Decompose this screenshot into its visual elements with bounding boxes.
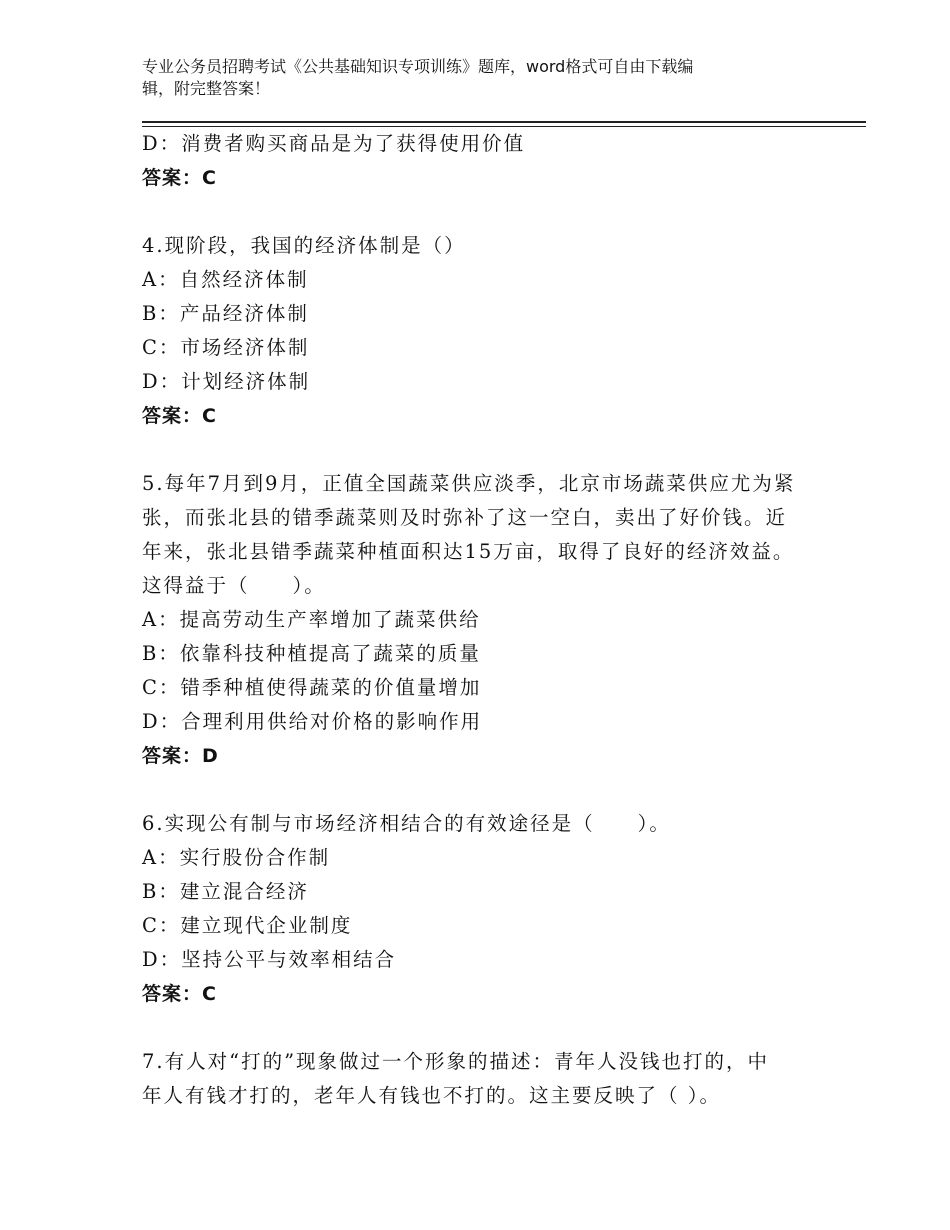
- option-c: C：建立现代企业制度: [142, 914, 353, 937]
- option-d: D：合理利用供给对价格的影响作用: [142, 710, 483, 733]
- question-7: [142, 1045, 822, 1113]
- question-stem: 6.实现公有制与市场经济相结合的有效途径是（ ）。: [142, 812, 671, 835]
- question-5: [142, 467, 822, 773]
- option-b: B：建立混合经济: [142, 880, 309, 903]
- option-a: A：提高劳动生产率增加了蔬菜供给: [142, 608, 481, 631]
- question-stem-line: 年人有钱才打的，老年人有钱也不打的。这主要反映了（ ）。: [142, 1084, 721, 1107]
- question-stem-line: 这得益于（ ）。: [142, 574, 326, 597]
- option-a: A：自然经济体制: [142, 268, 309, 291]
- question-stem-line: 7.有人对“打的”现象做过一个形象的描述：青年人没钱也打的，中: [142, 1050, 770, 1073]
- option-c: C：市场经济体制: [142, 336, 310, 359]
- question-6: [142, 807, 822, 1011]
- question-4: [142, 229, 822, 433]
- spacer: [142, 773, 822, 807]
- question-stem-line: 张，而张北县的错季蔬菜则及时弥补了这一空白，卖出了好价钱。近: [142, 506, 788, 529]
- option-b: B：产品经济体制: [142, 302, 309, 325]
- answer-label: 答案：C: [142, 983, 217, 1005]
- option-a: A：实行股份合作制: [142, 846, 331, 869]
- answer-label: 答案：D: [142, 745, 219, 767]
- page-header: [142, 56, 792, 100]
- question-list: [142, 127, 822, 1113]
- spacer: [142, 195, 822, 229]
- header-line-2: 辑，附完整答案！: [142, 79, 271, 98]
- option-b: B：依靠科技种植提高了蔬菜的质量: [142, 642, 481, 665]
- option-d: D：计划经济体制: [142, 370, 311, 393]
- answer-label: 答案：C: [142, 405, 217, 427]
- question-stem: 4.现阶段，我国的经济体制是（）: [142, 234, 466, 257]
- spacer: [142, 433, 822, 467]
- question-stem-line: 年来，张北县错季蔬菜种植面积达15万亩，取得了良好的经济效益。: [142, 540, 795, 563]
- header-rule-thick: [142, 121, 866, 123]
- header-line-1: 专业公务员招聘考试《公共基础知识专项训练》题库，word格式可自由下载编: [142, 57, 694, 76]
- option-c: C：错季种植使得蔬菜的价值量增加: [142, 676, 482, 699]
- option-d: D：坚持公平与效率相结合: [142, 948, 397, 971]
- q3-option-d: D：消费者购买商品是为了获得使用价值: [142, 132, 526, 155]
- spacer: [142, 1011, 822, 1045]
- question-stem-line: 5.每年7月到9月，正值全国蔬菜供应淡季，北京市场蔬菜供应尤为紧: [142, 472, 796, 495]
- q3-answer: 答案：C: [142, 167, 217, 189]
